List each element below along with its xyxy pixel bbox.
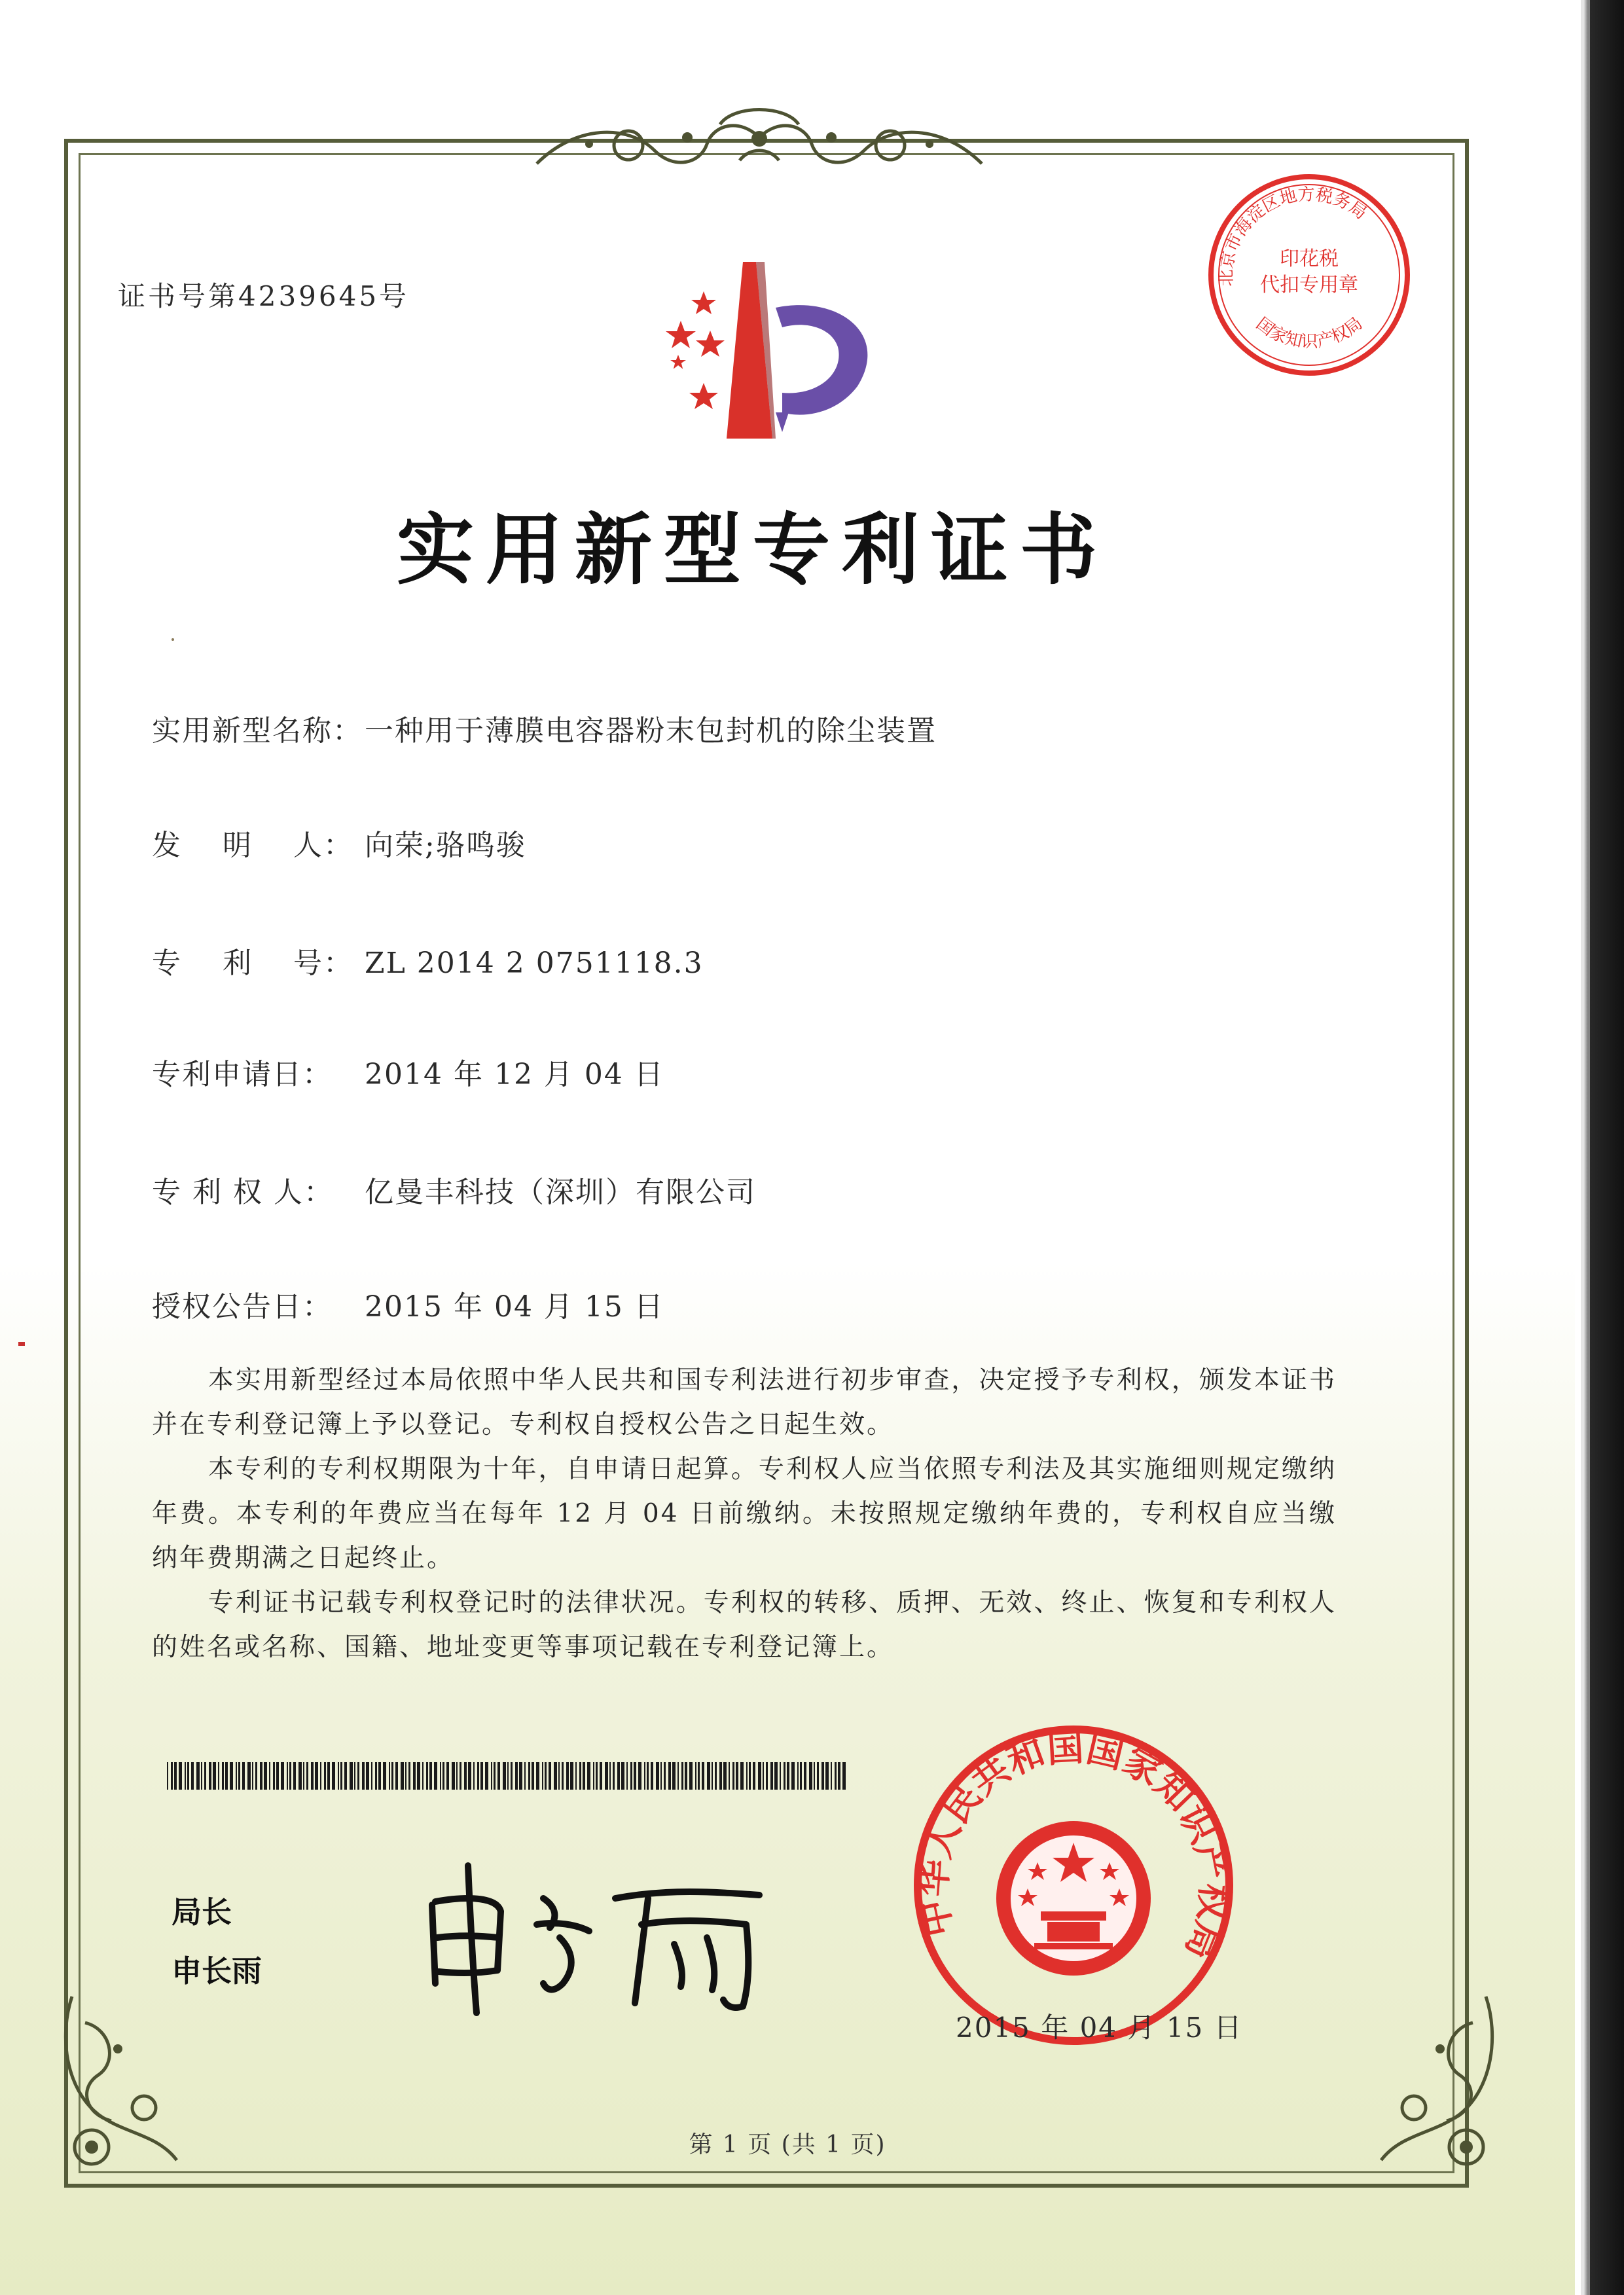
svg-text:国家知识产权局: 国家知识产权局 <box>1252 314 1367 352</box>
barcode-bar <box>575 1762 577 1790</box>
barcode-bar <box>218 1762 219 1790</box>
grant-date-value: 2015 年 04 月 15 日 <box>365 1290 664 1324</box>
barcode-bar <box>247 1762 251 1790</box>
barcode-bar <box>429 1762 432 1790</box>
barcode-bar <box>287 1762 288 1790</box>
barcode-bar <box>770 1762 773 1790</box>
barcode-bar <box>528 1762 530 1790</box>
barcode-bar <box>503 1762 506 1790</box>
patent-office-logo-icon <box>641 255 897 452</box>
issue-date: 2015 年 04 月 15 日 <box>956 2012 1243 2044</box>
barcode-bar <box>519 1762 522 1790</box>
barcode-bar <box>842 1762 846 1790</box>
barcode-bar <box>375 1762 377 1790</box>
barcode-bar <box>570 1762 573 1790</box>
barcode-bar <box>196 1762 200 1790</box>
barcode-bar <box>587 1762 590 1790</box>
barcode-bar <box>566 1762 569 1790</box>
barcode-bar <box>558 1762 560 1790</box>
barcode-bar <box>689 1762 693 1790</box>
patent-number-value: ZL 2014 2 0751118.3 <box>365 947 704 980</box>
page-number: 第 1 页 (共 1 页) <box>689 2131 886 2158</box>
barcode-bar <box>605 1762 608 1790</box>
barcode-bar <box>413 1762 416 1790</box>
barcode-bar <box>774 1762 778 1790</box>
barcode-bar <box>491 1762 492 1790</box>
barcode-bar <box>825 1762 829 1790</box>
barcode-bar <box>656 1762 659 1790</box>
barcode-bar <box>746 1762 748 1790</box>
barcode-bar <box>222 1762 224 1790</box>
barcode-bar <box>681 1762 683 1790</box>
barcode-bar <box>236 1762 237 1790</box>
inventors-label: 发 明 人： <box>152 829 353 862</box>
barcode-bar <box>515 1762 518 1790</box>
body-paragraph: 专利证书记载专利权登记时的法律状况。专利权的转移、质押、无效、终止、恢复和专利权人的姓名或名称、国籍、地址变更等事项记载在专利登记簿上。 <box>152 1588 1337 1662</box>
barcode-bar <box>817 1762 819 1790</box>
barcode-bar <box>332 1762 335 1790</box>
barcode-bar <box>204 1762 206 1790</box>
barcode-bar <box>536 1762 539 1790</box>
barcode-bar <box>784 1762 785 1790</box>
barcode-bar <box>545 1762 547 1790</box>
barcode-bar <box>350 1762 353 1790</box>
barcode-bar <box>242 1762 245 1790</box>
scan-speck <box>171 638 174 641</box>
scan-red-mark <box>18 1342 25 1346</box>
barcode-bar <box>174 1762 177 1790</box>
barcode-bar <box>497 1762 500 1790</box>
barcode-bar <box>729 1762 730 1790</box>
filing-date-label: 专利申请日： <box>152 1058 333 1091</box>
barcode-bar <box>417 1762 420 1790</box>
barcode-bar <box>391 1762 393 1790</box>
cnipa-official-seal <box>910 1722 1237 2049</box>
barcode-bar <box>408 1762 410 1790</box>
barcode-bar <box>579 1762 581 1790</box>
barcode-bar <box>460 1762 461 1790</box>
barcode-bar <box>442 1762 444 1790</box>
barcode-bar <box>171 1762 173 1790</box>
barcode-bar <box>252 1762 253 1790</box>
barcode-bar <box>289 1762 291 1790</box>
barcode-bar <box>395 1762 398 1790</box>
barcode-bar <box>225 1762 228 1790</box>
barcode-bar <box>191 1762 194 1790</box>
barcode-bar <box>354 1762 355 1790</box>
barcode-bar <box>732 1762 734 1790</box>
barcode-bar <box>357 1762 359 1790</box>
barcode-bar <box>338 1762 339 1790</box>
barcode-bar <box>787 1762 789 1790</box>
barcode-bar <box>366 1762 369 1790</box>
barcode-bar <box>630 1762 632 1790</box>
barcode-bar <box>422 1762 424 1790</box>
barcode-bar <box>344 1762 347 1790</box>
barcode-bar <box>255 1762 257 1790</box>
barcode-bar <box>707 1762 710 1790</box>
barcode-bar <box>187 1762 189 1790</box>
certificate-body-text <box>152 1358 1337 1670</box>
barcode-bar <box>549 1762 551 1790</box>
barcode-bar <box>456 1762 458 1790</box>
barcode-bar <box>315 1762 318 1790</box>
utility-model-name-label: 实用新型名称： <box>152 714 363 748</box>
barcode-bar <box>473 1762 475 1790</box>
barcode-bar <box>327 1762 330 1790</box>
barcode-bar <box>167 1762 168 1790</box>
barcode-bar <box>797 1762 799 1790</box>
barcode-bar <box>685 1762 687 1790</box>
barcode-bar <box>634 1762 636 1790</box>
barcode-bar <box>554 1762 557 1790</box>
barcode-bar <box>306 1762 308 1790</box>
barcode-bar <box>583 1762 585 1790</box>
barcode-bar <box>758 1762 761 1790</box>
barcode-bar <box>468 1762 471 1790</box>
barcode-bar <box>740 1762 744 1790</box>
inventors-row <box>152 822 526 863</box>
barcode-bar <box>401 1762 404 1790</box>
barcode-bar <box>562 1762 564 1790</box>
scan-edge-strip <box>1581 0 1590 2295</box>
body-paragraph: 本专利的专利权期限为十年，自申请日起算。专利权人应当依照专利法及其实施细则规定缴纳年费。本专利的年费应当在每年 12 月 04 日前缴纳。未按照规定缴纳年费的，专利权自应当缴纳年费期满之日起终止。 <box>152 1455 1337 1573</box>
filing-date-row <box>152 1051 664 1093</box>
barcode-bar <box>293 1762 296 1790</box>
barcode-bar <box>264 1762 267 1790</box>
barcode-bar <box>298 1762 302 1790</box>
barcode-bar <box>324 1762 326 1790</box>
director-signature <box>419 1852 785 2016</box>
barcode-bar <box>179 1762 182 1790</box>
barcode-bar <box>383 1762 386 1790</box>
barcode-bar <box>660 1762 662 1790</box>
barcode-bar <box>426 1762 428 1790</box>
barcode-bar <box>320 1762 321 1790</box>
filing-date-value: 2014 年 12 月 04 日 <box>365 1058 664 1091</box>
barcode-bar <box>440 1762 441 1790</box>
barcode-bar <box>464 1762 467 1790</box>
patentee-label: 专 利 权 人： <box>152 1176 334 1209</box>
barcode-bar <box>238 1762 240 1790</box>
patent-number-label: 专 利 号： <box>152 947 353 980</box>
top-scroll-ornament <box>524 98 995 183</box>
barcode-bar <box>695 1762 696 1790</box>
barcode-bar <box>281 1762 284 1790</box>
grant-date-row <box>152 1283 664 1325</box>
director-name: 申长雨 <box>171 1953 262 1989</box>
certificate-number: 证书号第4239645号 <box>118 280 410 312</box>
barcode-bar <box>617 1762 620 1790</box>
barcode-bar <box>698 1762 700 1790</box>
barcode-bar <box>511 1762 513 1790</box>
barcode-bar <box>821 1762 824 1790</box>
svg-text:印花税: 印花税 <box>1280 247 1339 270</box>
director-title: 局长 <box>171 1894 232 1930</box>
barcode-bar <box>753 1762 755 1790</box>
barcode-bar <box>230 1762 233 1790</box>
barcode-bar <box>763 1762 764 1790</box>
barcode-bar <box>209 1762 211 1790</box>
barcode-bar <box>749 1762 751 1790</box>
barcode-bar <box>311 1762 314 1790</box>
barcode-bar <box>621 1762 624 1790</box>
barcode-bar <box>668 1762 671 1790</box>
barcode-bar <box>835 1762 837 1790</box>
barcode-bar <box>480 1762 483 1790</box>
barcode-bar <box>593 1762 594 1790</box>
barcode-bar <box>596 1762 598 1790</box>
barcode-bar <box>814 1762 815 1790</box>
barcode-bar <box>712 1762 713 1790</box>
barcode-bar <box>638 1762 641 1790</box>
barcode-bar <box>651 1762 653 1790</box>
barcode-bar <box>371 1762 372 1790</box>
grant-date-label: 授权公告日： <box>152 1290 333 1324</box>
svg-text:北京市海淀区地方税务局: 北京市海淀区地方税务局 <box>1216 185 1371 287</box>
patentee-row <box>152 1168 756 1210</box>
barcode-bar <box>213 1762 216 1790</box>
barcode-bar <box>477 1762 479 1790</box>
patentee-value: 亿曼丰科技（深圳）有限公司 <box>365 1176 756 1209</box>
barcode-bar <box>831 1762 832 1790</box>
barcode-bar <box>276 1762 279 1790</box>
barcode-bar <box>736 1762 738 1790</box>
barcode-bar <box>446 1762 449 1790</box>
tax-stamp-seal <box>1204 170 1414 380</box>
barcode-bar <box>201 1762 202 1790</box>
barcode-bar <box>702 1762 704 1790</box>
national-emblem-icon <box>996 1821 1151 1976</box>
barcode-bar <box>532 1762 534 1790</box>
utility-model-name-row <box>152 707 937 749</box>
barcode-bar <box>626 1762 628 1790</box>
barcode-bar <box>609 1762 611 1790</box>
barcode <box>167 1762 848 1790</box>
barcode-bar <box>303 1762 304 1790</box>
barcode-bar <box>542 1762 543 1790</box>
barcode-bar <box>185 1762 186 1790</box>
barcode-bar <box>800 1762 802 1790</box>
utility-model-name-value: 一种用于薄膜电容器粉末包封机的除尘装置 <box>365 714 937 748</box>
barcode-bar <box>766 1762 768 1790</box>
barcode-bar <box>809 1762 812 1790</box>
barcode-bar <box>838 1762 840 1790</box>
barcode-bar <box>644 1762 645 1790</box>
barcode-bar <box>485 1762 488 1790</box>
barcode-bar <box>664 1762 666 1790</box>
barcode-bar <box>524 1762 526 1790</box>
seal-arc-text: 中华人民共和国国家知识产权局 <box>911 1726 1236 1966</box>
barcode-bar <box>405 1762 406 1790</box>
barcode-bar <box>340 1762 342 1790</box>
barcode-bar <box>804 1762 806 1790</box>
inventors-value: 向荣;骆鸣骏 <box>365 829 526 862</box>
barcode-bar <box>600 1762 602 1790</box>
barcode-bar <box>715 1762 717 1790</box>
barcode-bar <box>378 1762 381 1790</box>
barcode-bar <box>507 1762 509 1790</box>
barcode-bar <box>647 1762 649 1790</box>
barcode-bar <box>791 1762 795 1790</box>
barcode-bar <box>672 1762 676 1790</box>
patent-number-row <box>152 939 704 981</box>
barcode-bar <box>719 1762 722 1790</box>
svg-text:代扣专用章: 代扣专用章 <box>1260 274 1358 297</box>
certificate-title: 实用新型专利证书 <box>396 504 1109 595</box>
body-paragraph: 本实用新型经过本局依照中华人民共和国专利法进行初步审查，决定授予专利权，颁发本证书并在专利登记簿上予以登记。专利权自授权公告之日起生效。 <box>152 1365 1337 1439</box>
barcode-bar <box>452 1762 455 1790</box>
barcode-bar <box>613 1762 615 1790</box>
barcode-bar <box>269 1762 270 1790</box>
barcode-bar <box>273 1762 275 1790</box>
barcode-bar <box>677 1762 679 1790</box>
barcode-bar <box>362 1762 365 1790</box>
barcode-bar <box>723 1762 727 1790</box>
barcode-bar <box>389 1762 390 1790</box>
barcode-bar <box>494 1762 496 1790</box>
barcode-bar <box>780 1762 781 1790</box>
barcode-bar <box>434 1762 437 1790</box>
barcode-bar <box>260 1762 262 1790</box>
